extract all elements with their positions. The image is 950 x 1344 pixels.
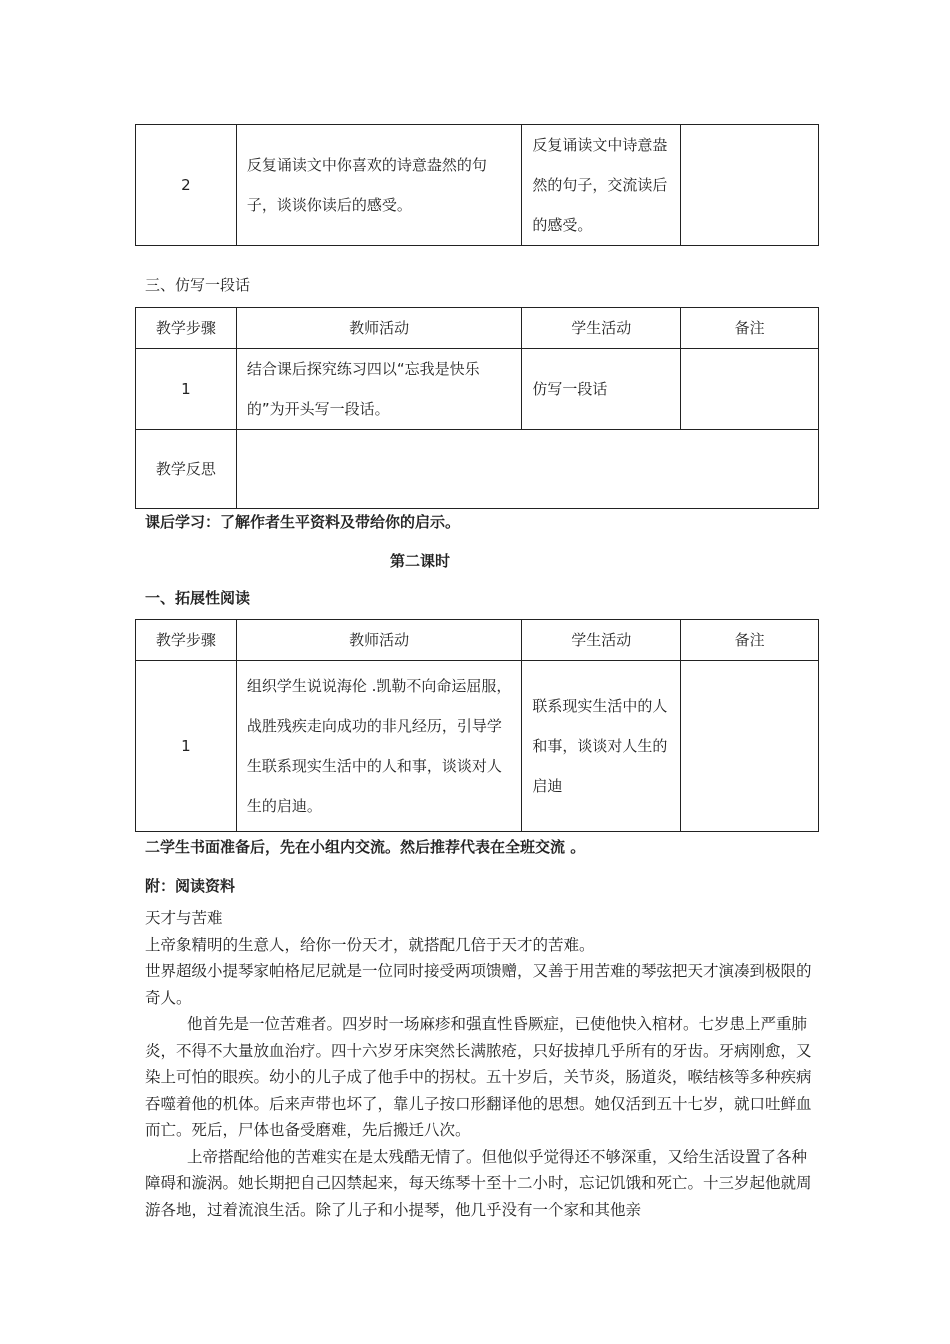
- header-student: 学生活动: [522, 620, 681, 661]
- activity-table-1: [135, 124, 819, 246]
- appendix-title: 附：阅读资料: [145, 877, 236, 895]
- header-student: 学生活动: [522, 308, 681, 349]
- after-class-task: 课后学习：了解作者生平资料及带给你的启示。: [145, 513, 461, 531]
- header-step: 教学步骤: [136, 308, 237, 349]
- paragraph-4: 上帝搭配给他的苦难实在是太残酷无情了。但他似乎觉得还不够深重，又给生活设置了各种障碍和漩涡。她长期把自己囚禁起来，每天练琴十至十二小时，忘记饥饿和死亡。十三岁起他就周游各地，过着流浪生活。除了儿子和小提琴，他几乎没有一个家和其他亲: [145, 1147, 812, 1219]
- group-instruction: 二学生书面准备后，先在小组内交流。然后推荐代表在全班交流 。: [145, 838, 586, 856]
- step-cell: 1: [136, 661, 237, 832]
- step-cell: 1: [136, 349, 237, 430]
- activity-table-3: [135, 619, 819, 832]
- section-title-imitate: 三、仿写一段话: [145, 276, 251, 294]
- header-teacher: 教师活动: [236, 308, 522, 349]
- reflection-content: [236, 430, 818, 509]
- paragraph-3: 他首先是一位苦难者。四岁时一场麻疹和强直性昏厥症，已使他快入棺材。七岁患上严重肺炎，不得不大量放血治疗。四十六岁牙床突然长满脓疮，只好拔掉几乎所有的牙齿。牙病刚愈，又染上可怕的眼疾。幼小的儿子成了他手中的拐杖。五十岁后，关节炎，肠道炎，喉结核等多种疾病吞噬着他的机体。后来声带也坏了，靠儿子按口形翻译他的思想。她仅活到五十七岁，就口吐鲜血而亡。死后，尸体也备受磨难，先后搬迁八次。: [145, 1015, 812, 1139]
- student-activity-cell: 反复诵读文中诗意盎然的句子，交流读后的感受。: [522, 125, 681, 246]
- paragraph-1: 上帝象精明的生意人，给你一份天才，就搭配几倍于天才的苦难。: [145, 935, 595, 954]
- student-activity-cell: 仿写一段话: [522, 349, 681, 430]
- lesson-title: 第二课时: [389, 552, 450, 570]
- reflection-label: 教学反思: [136, 430, 237, 509]
- step-cell: 2: [136, 125, 237, 246]
- teacher-activity-cell: 反复诵读文中你喜欢的诗意盎然的句子，谈谈你读后的感受。: [236, 125, 522, 246]
- note-cell: [681, 349, 819, 430]
- note-cell: [681, 661, 819, 832]
- note-cell: [681, 125, 819, 246]
- header-step: 教学步骤: [136, 620, 237, 661]
- header-note: 备注: [681, 620, 819, 661]
- activity-table-2: [135, 307, 819, 509]
- section-title-extended-reading: 一、拓展性阅读: [145, 589, 251, 607]
- teacher-activity-cell: 组织学生说说海伦 .凯勒不向命运屈服，战胜残疾走向成功的非凡经历，引导学生联系现实生活中的人和事，谈谈对人生的启迪。: [236, 661, 522, 832]
- header-teacher: 教师活动: [236, 620, 522, 661]
- reading-material: [145, 905, 821, 1223]
- header-note: 备注: [681, 308, 819, 349]
- teacher-activity-cell: 结合课后探究练习四以“忘我是快乐的”为开头写一段话。: [236, 349, 522, 430]
- article-title: 天才与苦难: [145, 909, 223, 927]
- paragraph-2: 世界超级小提琴家帕格尼尼就是一位同时接受两项馈赠，又善于用苦难的琴弦把天才演凑到极限的奇人。: [145, 962, 812, 1007]
- student-activity-cell: 联系现实生活中的人和事，谈谈对人生的启迪: [522, 661, 681, 832]
